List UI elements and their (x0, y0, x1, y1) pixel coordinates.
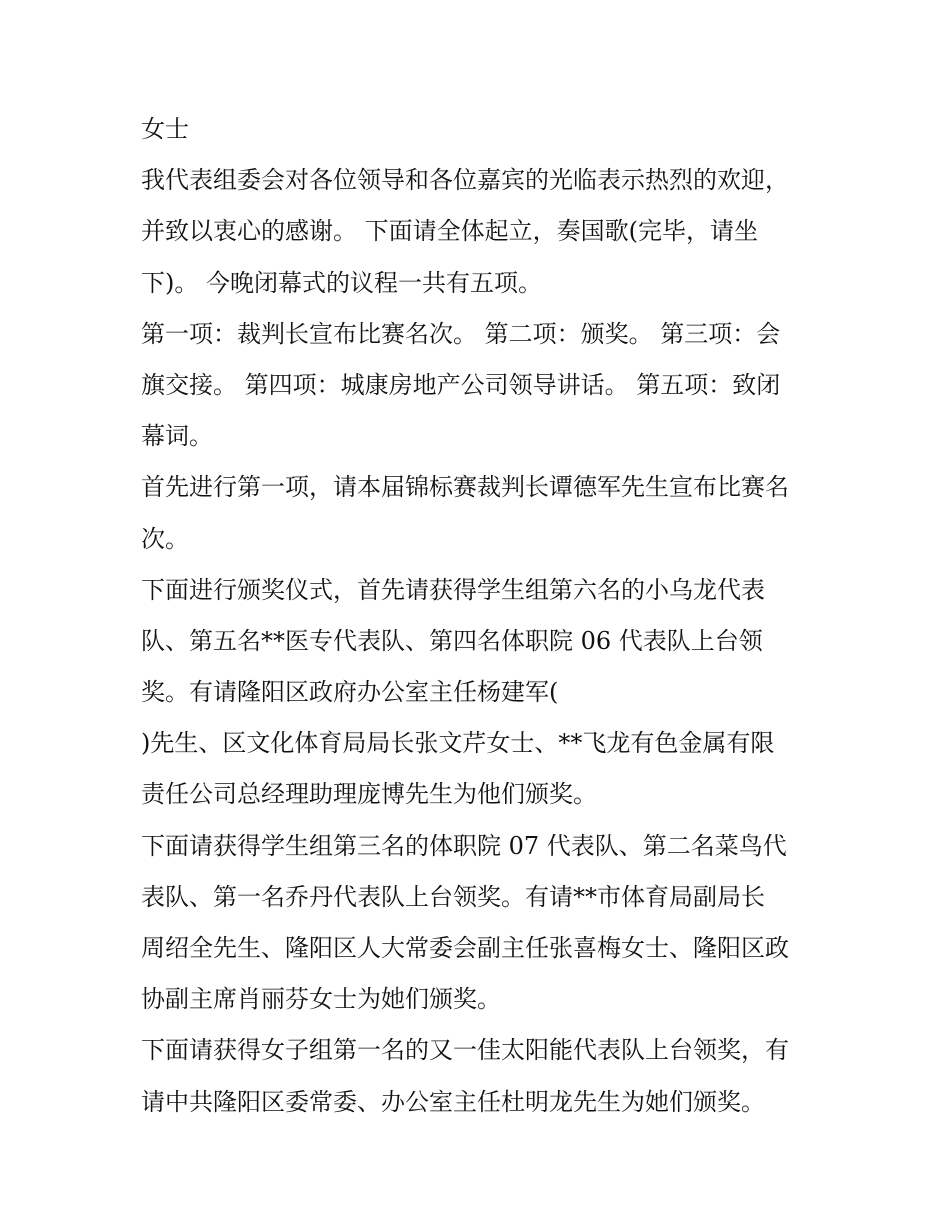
text-line: 下面请获得学生组第三名的体职院 07 代表队、第二名菜鸟代 (141, 831, 787, 860)
text-line: 协副主席肖丽芬女士为她们颁奖。 (141, 985, 501, 1014)
paragraph-item-one (141, 462, 811, 564)
text-line: 并致以衷心的感谢。 下面请全体起立，奏国歌(完毕，请坐 (141, 217, 758, 246)
paragraph-awards-women (141, 1025, 811, 1127)
paragraph-salutation (141, 104, 811, 155)
text-line: 首先进行第一项，请本届锦标赛裁判长谭德军先生宣布比赛名 (141, 473, 789, 502)
paragraph-awards-student-top (141, 821, 811, 1026)
paragraph-awards-student-lower (141, 565, 811, 821)
text-line: 责任公司总经理助理庞博先生为他们颁奖。 (141, 780, 597, 809)
document-body (141, 104, 811, 1128)
text-line: 幕词。 (141, 422, 213, 451)
text-line: 表队、第一名乔丹代表队上台领奖。有请**市体育局副局长 (141, 882, 765, 911)
text-line: 旗交接。 第四项：城康房地产公司领导讲话。 第五项：致闭 (141, 370, 781, 399)
text-line: 周绍全先生、隆阳区人大常委会副主任张喜梅女士、隆阳区政 (141, 934, 789, 962)
text-line: 队、第五名**医专代表队、第四名体职院 06 代表队上台领 (141, 626, 763, 655)
text-line: )先生、区文化体育局局长张文芹女士、**飞龙有色金属有限 (141, 729, 775, 758)
text-line: 下)。 今晚闭幕式的议程一共有五项。 (141, 268, 542, 297)
text-line: 我代表组委会对各位领导和各位嘉宾的光临表示热烈的欢迎， (141, 166, 789, 195)
text-line: 下面请获得女子组第一名的又一佳太阳能代表队上台领奖，有 (141, 1036, 789, 1065)
text-line: 下面进行颁奖仪式，首先请获得学生组第六名的小乌龙代表 (141, 575, 765, 604)
text-line: 次。 (141, 524, 189, 553)
text-line: 请中共隆阳区委常委、办公室主任杜明龙先生为她们颁奖。 (141, 1087, 765, 1116)
paragraph-welcome (141, 155, 811, 309)
paragraph-agenda (141, 309, 811, 463)
text-line: 女士 (141, 115, 189, 143)
text-line: 第一项：裁判长宣布比赛名次。 第二项：颁奖。 第三项：会 (141, 319, 781, 348)
text-line: 奖。有请隆阳区政府办公室主任杨建军( (141, 678, 559, 707)
